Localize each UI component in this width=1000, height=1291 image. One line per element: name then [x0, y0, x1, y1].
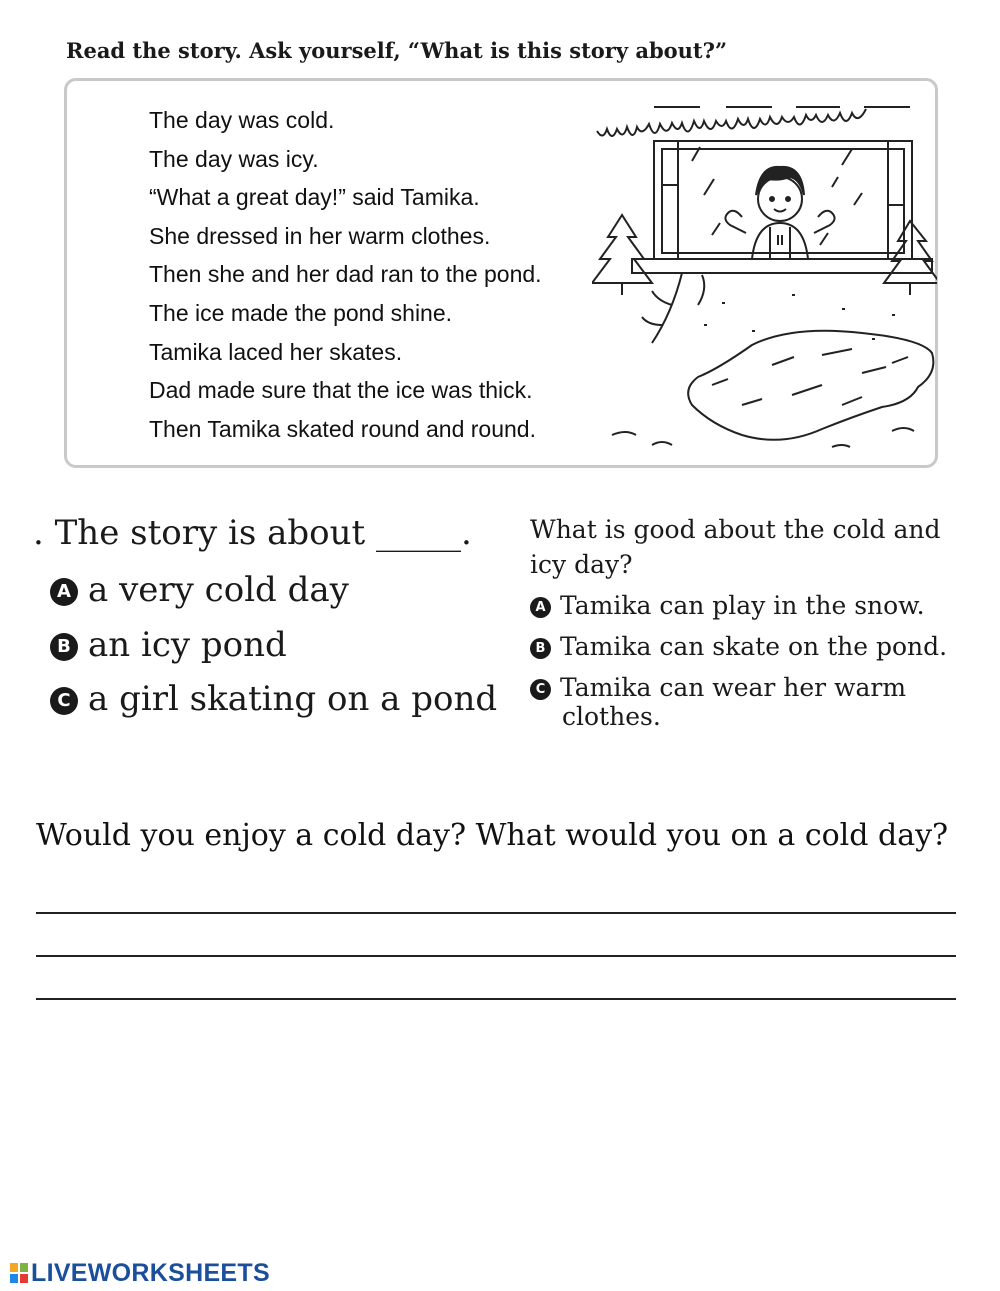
option-text: an icy pond — [88, 625, 287, 665]
answer-bubble-b[interactable]: B — [50, 633, 78, 661]
question2-prompt: What is good about the cold and icy day? — [530, 515, 941, 579]
story-line: The day was cold. — [149, 107, 335, 133]
logo-icon — [10, 1263, 28, 1283]
instruction-text: Read the story. Ask yourself, “What is this story about?” — [66, 38, 728, 63]
option-text-continued: clothes. — [562, 702, 661, 731]
story-line: The ice made the pond shine. — [149, 299, 453, 326]
answer-bubble-a[interactable]: A — [50, 578, 78, 606]
story-line: Then she and her dad ran to the pond. — [149, 261, 542, 288]
question2-option-a[interactable] — [530, 591, 925, 620]
answer-bubble-c[interactable]: C — [50, 687, 78, 715]
answer-bubble-a[interactable]: A — [530, 597, 551, 618]
liveworksheets-logo — [10, 1259, 270, 1287]
question1-option-b[interactable] — [50, 625, 287, 665]
open-question: Would you enjoy a cold day? What would you on a cold day? — [36, 818, 949, 853]
story-line: The day was icy. — [149, 145, 319, 172]
brand-name: LIVEWORKSHEETS — [31, 1258, 270, 1287]
question2-option-c[interactable] — [530, 673, 906, 731]
story-line: Dad made sure that the ice was thick. — [149, 377, 533, 404]
story-line: “What a great day!” said Tamika. — [149, 184, 480, 211]
answer-bubble-b[interactable]: B — [530, 638, 551, 659]
answer-bubble-c[interactable]: C — [530, 679, 551, 700]
winter-window-girl-illustration — [592, 95, 937, 460]
answer-line-2[interactable] — [36, 955, 956, 957]
question2-option-b[interactable] — [530, 632, 947, 661]
option-text: Tamika can wear her warm — [560, 673, 907, 702]
story-line: Then Tamika skated round and round. — [149, 415, 536, 442]
option-text: Tamika can skate on the pond. — [560, 632, 948, 661]
answer-line-1[interactable] — [36, 912, 956, 914]
question1-option-a[interactable] — [50, 570, 349, 610]
question1-prompt: . The story is about _____. — [33, 513, 472, 553]
option-text: Tamika can play in the snow. — [560, 591, 925, 620]
story-text — [149, 105, 542, 452]
option-text: a girl skating on a pond — [88, 679, 498, 719]
story-line: Tamika laced her skates. — [149, 338, 403, 365]
question1-option-c[interactable] — [50, 679, 497, 719]
story-line: She dressed in her warm clothes. — [149, 222, 491, 249]
answer-line-3[interactable] — [36, 998, 956, 1000]
option-text: a very cold day — [88, 570, 349, 610]
story-box — [64, 78, 938, 468]
